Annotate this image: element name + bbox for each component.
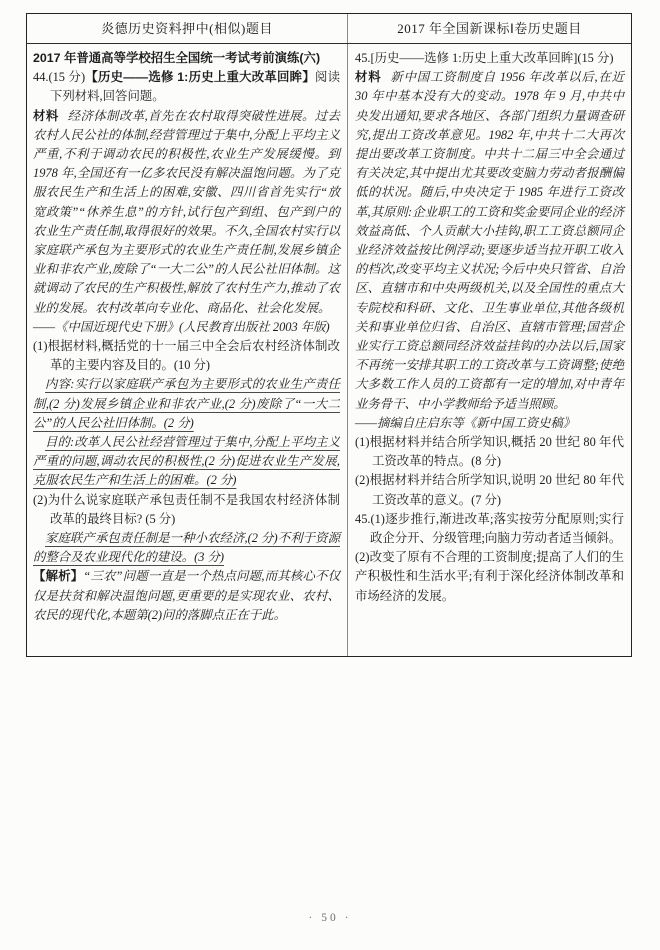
exam-title: 2017 年普通高等学校招生全国统一考试考前演练(六) [33,51,321,65]
question-45-head: 45.[历史——选修 1:历史上重大改革回眸](15 分) [355,51,614,65]
table-header-row [27,14,631,44]
material-label: 材料 [33,108,59,123]
material-label: 材料 [355,70,382,85]
table-body-row [27,44,631,656]
material-text: 经济体制改革,首先在农村取得突破性进展。过去农村人民公社的体制,经营管理过于集中,分配上平均主义严重,不利于调动农民的积极性,农业生产发展缓慢。到 1978 年,全国还有一亿多农民没有解决温饱问题。为了克服农民生产和生活上的困难,安徽、四川省首先实行“放宽政策”“休养生息”的方针,试行包产到组、包产到户的农业生产责任制,取得很好的效果。不久,全国农村实行以家庭联产承包为主要形式的农业生产责任制,发展乡镇企业和非农产业,废除了“一大二公”的人民公社旧体制。这就调动了农民的生产积极性,解放了农村生产力,推动了农业的发展。农村改革向专业化、商品化、社会化发展。 [33,108,341,315]
q44-answer-1-purpose: 目的:改革人民公社经营管理过于集中,分配上平均主义严重的问题,调动农民的积极性,(2 分)促进农业生产发展,克服农民生产和生活上的困难。(2 分) [33,435,340,488]
q44-module-tag: 【历史——选修 1:历史上重大改革回眸】 [85,70,315,85]
q45-answer-1: 45.(1)逐步推行,渐进改革;落实按劳分配原则;实行政企分开、分级管理;向脑力劳动者适当倾斜。 [355,511,624,546]
q44-subquestion-2: (2)为什么说家庭联产承包责任制不是我国农村经济体制改革的最终目标? (5 分) [33,492,340,526]
q44-number-score: 44.(15 分) [33,70,86,85]
q45-material-paragraph [355,68,624,414]
header-cell-similar-questions: 炎德历史资料押中(相似)题目 [27,14,348,43]
right-column-real-exam [348,44,631,656]
question-44-head [33,68,340,106]
page-number: · 50 · [308,912,352,924]
q45-subquestion-2: (2)根据材料并结合所学知识,说明 20 世纪 80 年代工资改革的意义。(7 分) [355,473,624,507]
q44-answer-1-content: 内容:实行以家庭联产承包为主要形式的农业生产责任制,(2 分)发展乡镇企业和非农产业,(2 分)废除了“一大二公”的人民公社旧体制。(2 分) [33,377,340,430]
q44-analysis-paragraph [33,567,340,625]
header-cell-2017-exam-questions: 2017 年全国新课标Ⅰ卷历史题目 [397,21,582,36]
q45-subquestion-1: (1)根据材料并结合所学知识,概括 20 世纪 80 年代工资改革的特点。(8 分) [355,435,624,469]
q44-material-paragraph [33,107,340,318]
q45-answer-2: (2)改变了原有不合理的工资制度;提高了人们的生产积极性和生活水平;有利于深化经济体制改革和市场经济的发展。 [355,550,624,603]
q45-source-citation: ——摘编自庄启东等《新中国工资史稿》 [355,415,576,430]
analysis-label: 【解析】 [33,569,84,584]
q44-answer-2: 家庭联产承包责任制是一种小农经济,(2 分)不利于资源的整合及农业现代化的建设。(3 分) [33,531,340,565]
comparison-table [26,13,632,657]
q44-instruction: 阅读下列材料,回答问题。 [50,70,340,104]
left-column-practice-exam [27,44,348,656]
material-text: 新中国工资制度自 1956 年改革以后,在近 30 年中基本没有大的变动。1978 年 9 月,中共中央发出通知,要求各地区、各部门组织力量调查研究,提出工资改革意见。1982 年,中共十二大再次提出要改革工资制度。中共十二届三中全会通过有关决定,其中提出尤其要改变脑力劳动者报酬偏低的状况。随后,中央决定于 1985 年进行工资改革,其原则:企业职工的工资和奖金要同企业的经济效益高低、个人贡献大小挂钩,职工工资总额同企业经济效益按比例浮动;要逐步适当拉开职工收入的档次,改变平均主义状况;今后中央只管省、自治区、直辖市和中央两级机关,以及全国性的重点大专院校和科研、文化、卫生事业单位,其他各级机关和事业单位归省、自治区、直辖市管理;国营企业实行工资总额同经济效益挂钩的办法以后,国家不再统一安排其职工的工资改革与工资调整;使绝大多数工作人员的工资都有一定的增加,对中青年业务骨干、中小学教师给予适当照顾。 [355,70,624,411]
q44-source-citation: ——《中国近现代史下册》(人民教育出版社 2003 年版) [33,319,330,334]
analysis-text: “三农”问题一直是一个热点问题,而其核心不仅仅是扶贫和解决温饱问题,更重要的是实现农业、农村、农民的现代化,本题第(2)问的落脚点正在于此。 [33,569,340,622]
q44-subquestion-1: (1)根据材料,概括党的十一届三中全会后农村经济体制改革的主要内容及目的。(10 分) [33,339,340,373]
